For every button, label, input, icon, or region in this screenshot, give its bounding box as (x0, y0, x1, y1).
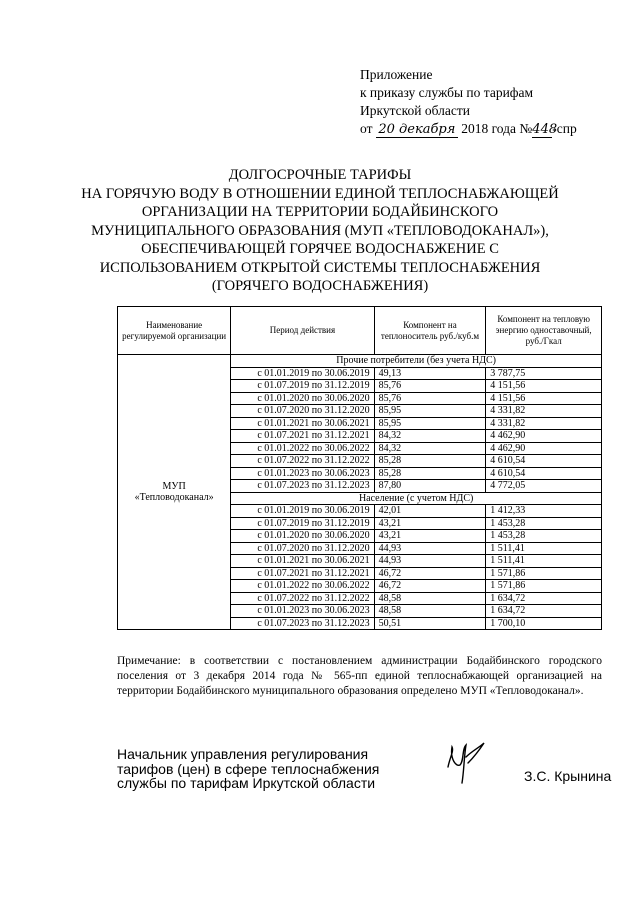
energy-cell: 1 511,41 (486, 555, 602, 568)
carrier-cell: 46,72 (374, 567, 486, 580)
period-cell: с 01.07.2023 по 31.12.2023 (231, 617, 374, 630)
energy-cell: 1 571,86 (486, 567, 602, 580)
energy-cell: 4 610,54 (486, 455, 602, 468)
header-organization: Наименование регулируемой организации (118, 307, 231, 355)
period-cell: с 01.07.2020 по 31.12.2020 (231, 542, 374, 555)
appendix-date-line (360, 120, 630, 138)
appendix-title: Приложение (360, 67, 433, 82)
carrier-cell: 84,32 (374, 430, 486, 443)
energy-cell: 4 151,56 (486, 380, 602, 393)
position-line: службы по тарифам Иркутской области (117, 775, 376, 791)
carrier-cell: 85,76 (374, 392, 486, 405)
order-suffix: -спр (552, 121, 577, 136)
period-cell: с 01.07.2022 по 31.12.2022 (231, 592, 374, 605)
title-line: ОРГАНИЗАЦИИ НА ТЕРРИТОРИИ БОДАЙБИНСКОГО (141, 204, 499, 220)
carrier-cell: 87,80 (374, 480, 486, 493)
energy-cell: 4 772,05 (486, 480, 602, 493)
group-row (118, 355, 602, 368)
period-cell: с 01.01.2023 по 30.06.2023 (231, 605, 374, 618)
energy-cell: 4 331,82 (486, 405, 602, 418)
period-cell: с 01.07.2019 по 31.12.2019 (231, 380, 374, 393)
energy-cell: 4 462,90 (486, 430, 602, 443)
tariffs-table (117, 306, 602, 630)
carrier-cell: 50,51 (374, 617, 486, 630)
period-cell: с 01.01.2021 по 30.06.2021 (231, 555, 374, 568)
carrier-cell: 42,01 (374, 505, 486, 518)
carrier-cell: 48,58 (374, 592, 486, 605)
period-cell: с 01.01.2022 по 30.06.2022 (231, 442, 374, 455)
energy-cell: 4 462,90 (486, 442, 602, 455)
title-line: (ГОРЯЧЕГО ВОДОСНАБЖЕНИЯ) (211, 278, 429, 294)
carrier-cell: 85,28 (374, 455, 486, 468)
period-cell: с 01.01.2020 по 30.06.2020 (231, 392, 374, 405)
energy-cell: 4 151,56 (486, 392, 602, 405)
header-period: Период действия (231, 307, 374, 355)
carrier-cell: 84,32 (374, 442, 486, 455)
period-cell: с 01.07.2019 по 31.12.2019 (231, 517, 374, 530)
year-text: 2018 года № (461, 121, 533, 136)
carrier-cell: 44,93 (374, 542, 486, 555)
carrier-cell: 49,13 (374, 367, 486, 380)
appendix-header (360, 66, 630, 138)
energy-cell: 3 787,75 (486, 367, 602, 380)
signer-name: З.С. Крынина (524, 768, 612, 784)
table-header-row (118, 307, 602, 355)
title-line: МУНИЦИПАЛЬНОГО ОБРАЗОВАНИЯ (МУП «ТЕПЛОВОДОКАНАЛ»), (91, 222, 549, 239)
period-cell: с 01.07.2023 по 31.12.2023 (231, 480, 374, 493)
note-text: Примечание: в соответствии с постановлением администрации Бодайбинского городского поселения от 3 декабря 2014 года № 565-пп единой теплоснабжающей организацией на территории Бодайбинского муниципального образования определено МУП «Тепловодоканал». (117, 655, 602, 697)
carrier-cell: 43,21 (374, 517, 486, 530)
energy-cell: 1 571,86 (486, 580, 602, 593)
period-cell: с 01.07.2021 по 31.12.2021 (231, 567, 374, 580)
period-cell: с 01.07.2020 по 31.12.2020 (231, 405, 374, 418)
energy-cell: 4 331,82 (486, 417, 602, 430)
header-carrier: Компонент на теплоноситель руб./куб.м (374, 307, 486, 355)
period-cell: с 01.07.2022 по 31.12.2022 (231, 455, 374, 468)
carrier-cell: 43,21 (374, 530, 486, 543)
title-line: ОБЕСПЕЧИВАЮЩЕЙ ГОРЯЧЕЕ ВОДОСНАБЖЕНИЕ С (141, 241, 499, 257)
energy-cell: 1 700,10 (486, 617, 602, 630)
carrier-cell: 85,95 (374, 417, 486, 430)
energy-cell: 1 453,28 (486, 517, 602, 530)
carrier-cell: 85,28 (374, 467, 486, 480)
period-cell: с 01.07.2021 по 31.12.2021 (231, 430, 374, 443)
period-cell: с 01.01.2023 по 30.06.2023 (231, 467, 374, 480)
period-cell: с 01.01.2021 по 30.06.2021 (231, 417, 374, 430)
period-cell: с 01.01.2022 по 30.06.2022 (231, 580, 374, 593)
carrier-cell: 85,95 (374, 405, 486, 418)
energy-cell: 1 634,72 (486, 592, 602, 605)
header-energy: Компонент на тепловую энергию одноставочный, руб./Гкал (486, 307, 602, 355)
appendix-ref: к приказу службы по тарифам (360, 85, 534, 100)
title-line: ИСПОЛЬЗОВАНИЕМ ОТКРЫТОЙ СИСТЕМЫ ТЕПЛОСНАБЖЕНИЯ (99, 259, 541, 276)
period-cell: с 01.01.2019 по 30.06.2019 (231, 367, 374, 380)
signature-position (117, 747, 379, 791)
carrier-cell: 46,72 (374, 580, 486, 593)
group-label: Прочие потребители (без учета НДС) (231, 355, 602, 368)
group-label: Население (с учетом НДС) (231, 492, 602, 505)
handwritten-number: 448 (532, 122, 558, 137)
carrier-cell: 85,76 (374, 380, 486, 393)
title-line: ДОЛГОСРОЧНЫЕ ТАРИФЫ (228, 167, 412, 183)
handwritten-date: 20 декабря (376, 122, 458, 138)
carrier-cell: 44,93 (374, 555, 486, 568)
organization-cell: МУП «Тепловодоканал» (118, 355, 231, 630)
position-line: Начальник управления регулирования (117, 746, 369, 762)
note (117, 654, 602, 699)
appendix-region: Иркутской области (360, 103, 471, 118)
title-line: НА ГОРЯЧУЮ ВОДУ В ОТНОШЕНИИ ЕДИНОЙ ТЕПЛОСНАБЖАЮЩЕЙ (81, 185, 559, 202)
position-line: тарифов (цен) в сфере теплоснабжения (117, 760, 380, 777)
document-title (60, 166, 580, 296)
handwritten-signature (440, 737, 490, 787)
period-cell: с 01.01.2019 по 30.06.2019 (231, 505, 374, 518)
energy-cell: 1 453,28 (486, 530, 602, 543)
energy-cell: 1 511,41 (486, 542, 602, 555)
carrier-cell: 48,58 (374, 605, 486, 618)
period-cell: с 01.01.2020 по 30.06.2020 (231, 530, 374, 543)
date-prefix: от (360, 121, 373, 136)
energy-cell: 1 634,72 (486, 605, 602, 618)
energy-cell: 4 610,54 (486, 467, 602, 480)
energy-cell: 1 412,33 (486, 505, 602, 518)
